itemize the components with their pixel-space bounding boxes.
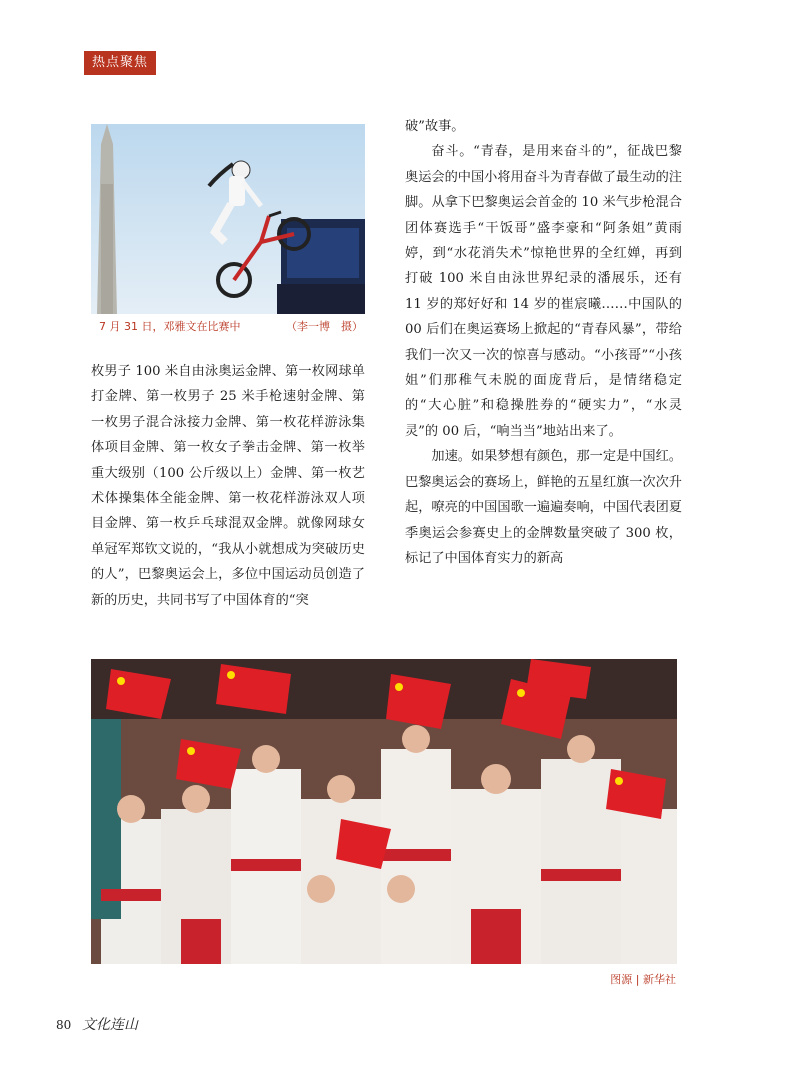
paragraph: 破”故事。: [405, 119, 465, 134]
right-column: [405, 114, 682, 571]
left-column: [91, 359, 365, 613]
paragraph: 奋斗。“青春，是用来奋斗的”，征战巴黎奥运会的中国小将用奋斗为青春做了最生动的注脚。从拿下巴黎奥运会首金的 10 米气步枪混合团体赛选手“干饭哥”盛李豪和“阿条姐”黄雨婷，到“水花消失术”惊艳世界的全红婵，再到打破 100 米自由泳世界纪录的潘展乐，还有 11 岁的郑好好和 14 岁的崔宸曦……中国队的 00 后们在奥运赛场上掀起的“青春风暴”，带给我们一次又一次的惊喜与感动。“小孩哥”“小孩姐”们那稚气未脱的面庞背后，是情绪稳定的“大心脏”和稳操胜券的“硬实力”，“水灵灵”的 00 后，“响当当”地站出来了。: [405, 144, 682, 439]
photo-credit: 图源 | 新华社: [610, 973, 676, 986]
caption-text: 7 月 31 日，邓雅文在比赛中: [99, 320, 241, 333]
section-tag: 热点聚焦: [84, 51, 156, 75]
paragraph: 加速。如果梦想有颜色，那一定是中国红。巴黎奥运会的赛场上，鲜艳的五星红旗一次次升起，嘹亮的中国国歌一遍遍奏响，中国代表团夏季奥运会参赛史上的金牌数量突破了 300 枚，标记了中国体育实力的新高: [405, 449, 682, 566]
team-photo: [91, 659, 677, 964]
bmx-photo: [91, 124, 365, 314]
caption-credit: （李一博 摄）: [286, 320, 363, 333]
photo-caption: [91, 316, 365, 338]
paragraph: 枚男子 100 米自由泳奥运金牌、第一枚网球单打金牌、第一枚男子 25 米手枪速射金牌、第一枚男子混合泳接力金牌、第一枚花样游泳集体项目金牌、第一枚女子拳击金牌、第一枚举重大级别（100 公斤级以上）金牌、第一枚艺术体操集体全能金牌、第一枚花样游泳双人项目金牌、第一枚乒乓球混双金牌。就像网球女单冠军郑钦文说的，“我从小就想成为突破历史的人”，巴黎奥运会上，多位中国运动员创造了新的历史，共同书写了中国体育的“突: [91, 364, 365, 608]
magazine-logo: 文化连山: [82, 1017, 138, 1033]
page-number: 80: [56, 1018, 72, 1032]
